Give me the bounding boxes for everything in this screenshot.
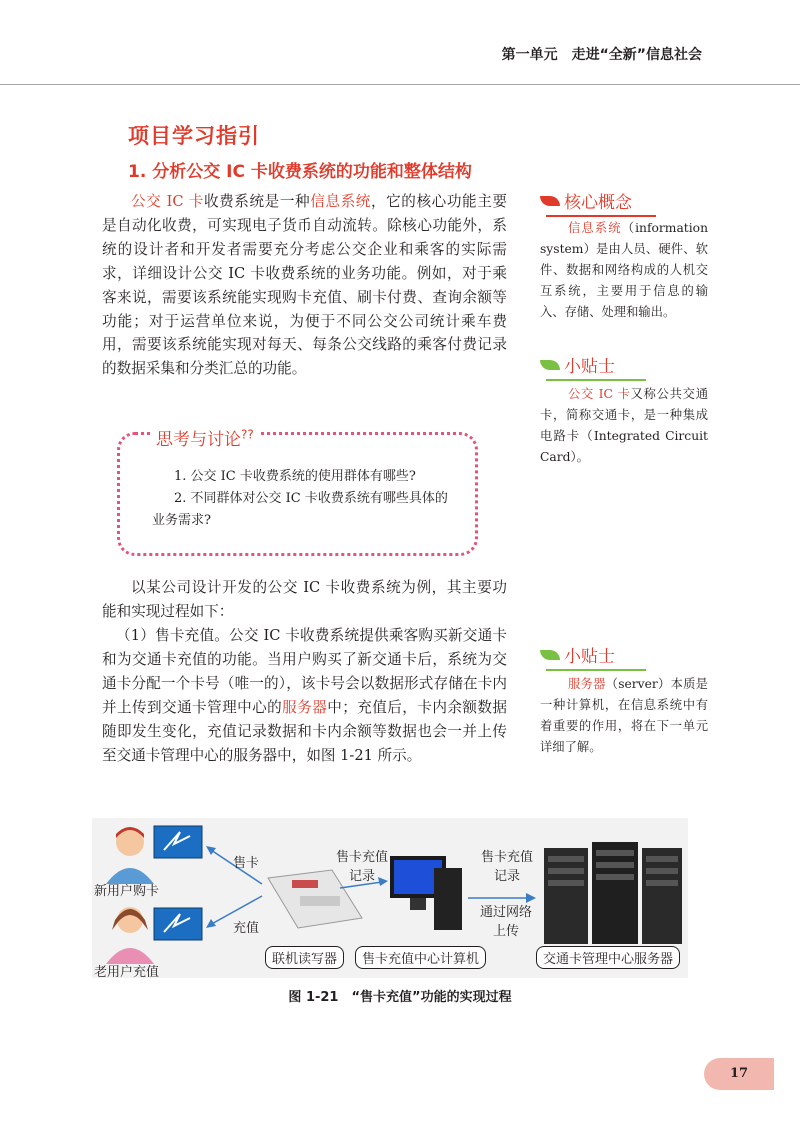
question-marks-icon: ?? (241, 427, 254, 442)
ic-card-icon-bottom (154, 908, 202, 940)
figure-caption: 图 1-21 “售卡充值”功能的实现过程 (288, 990, 512, 1005)
tip1-title: 小贴士 (564, 357, 615, 377)
label-sell-card: 售卡 (233, 856, 260, 871)
core-concept-text (540, 218, 708, 323)
ic-card-icon-top (154, 826, 202, 858)
discussion-question-2: 2. 不同群体对公交 IC 卡收费系统有哪些具体的业务需求? (152, 491, 448, 528)
tip2-title: 小贴士 (564, 647, 615, 667)
label-record-1-line2: 记录 (349, 869, 376, 884)
label-management-server: 交通卡管理中心服务器 (536, 946, 680, 969)
label-new-user: 新用户购卡 (94, 884, 160, 899)
label-record-1 (336, 846, 388, 884)
label-record-2-line1: 售卡充值 (481, 850, 534, 865)
discussion-title-text: 思考与讨论 (156, 430, 241, 450)
page-number: 17 (729, 1066, 749, 1081)
core-concept-box (540, 188, 710, 217)
discussion-title (150, 425, 260, 450)
example-paragraph: 以某公司设计开发的公交 IC 卡收费系统为例，其主要功能和实现过程如下： (102, 579, 507, 620)
core-concept-title: 核心概念 (564, 193, 632, 213)
para1-text1: 收费系统是一种 (203, 193, 311, 210)
tip2-underline (546, 669, 646, 671)
tip-box-2 (540, 642, 710, 671)
tip2-definition: （server）本质是一种计算机，在信息系统中有着重要的作用，将在下一单元详细了解。 (540, 677, 708, 754)
new-user-icon (106, 827, 154, 884)
label-old-user: 老用户充值 (94, 965, 160, 980)
label-network (480, 901, 532, 939)
para3-text2: 中；充值后，卡内余额数据随即发生变化，充值记录数据和卡内余额等数据也会一并上传至交通卡管理中心的服务器中，如图 1-21 所示。 (102, 698, 507, 764)
tip1-definition: 又称公共交通卡，简称交通卡，是一种集成电路卡（Integrated Circuit Card）。 (540, 387, 708, 464)
subsection-title: 1. 分析公交 IC 卡收费系统的功能和整体结构 (128, 162, 472, 182)
tip2-term: 服务器 (568, 677, 606, 691)
label-record-2 (481, 846, 533, 884)
tip1-text (540, 384, 708, 468)
computer-icon (390, 856, 462, 930)
label-network-line2: 上传 (493, 924, 520, 939)
para3-text1: （1）售卡充值。公交 IC 卡收费系统提供乘客购买新交通卡和为交通卡充值的功能。当用户购买了新交通卡后，系统为交通卡分配一个卡号（唯一的），该卡号会以数据形式存储在卡内并上传到交通卡管理中心的 (102, 627, 507, 716)
term-info-system: 信息系统 (310, 193, 371, 210)
running-header: 第一单元 走进“全新”信息社会 (501, 47, 702, 63)
page-number-tab (704, 1058, 774, 1090)
term-server: 服务器 (282, 698, 328, 716)
label-card-reader: 联机读写器 (265, 946, 344, 969)
intro-paragraph (102, 190, 507, 381)
label-center-computer: 售卡充值中心计算机 (355, 946, 486, 969)
discussion-question-1: 1. 公交 IC 卡收费系统的使用群体有哪些? (174, 469, 416, 484)
server-icon (544, 842, 682, 944)
para1-text2: ，它的核心功能主要是自动化收费，可实现电子货币自动流转。除核心功能外，系统的设计者和开发者需要充分考虑公交企业和乘客的实际需求，详细设计公交 IC 卡收费系统的业务功能。例如，对于乘客来说，需要该系统能实现购卡充值、刷卡付费、查询余额等功能；对于运营单位来说，为便于不同公交公司统计乘车费用，需要该系统能实现对每天、每条公交线路的乘客付费记录的数据采集和分类汇总的功能。 (102, 193, 507, 378)
core-concept-underline (546, 215, 656, 217)
term-ic-card: 公交 IC 卡 (131, 193, 204, 210)
section-title: 项目学习指引 (128, 124, 260, 148)
core-definition: （information system）是由人员、硬件、软件、数据和网络构成的人机交互系统，主要用于信息的输入、存储、处理和输出。 (540, 221, 708, 319)
leaf-icon (540, 360, 560, 370)
core-term: 信息系统 (568, 221, 622, 235)
label-record-1-line1: 售卡充值 (336, 850, 389, 865)
old-user-icon (106, 907, 154, 964)
tip-box-1 (540, 352, 710, 381)
header-divider (0, 84, 800, 85)
tip2-text (540, 674, 708, 758)
sell-recharge-paragraph (102, 624, 507, 767)
leaf-icon (540, 650, 560, 660)
tip1-underline (546, 379, 646, 381)
tip1-term: 公交 IC 卡 (568, 387, 631, 401)
label-recharge: 充值 (233, 921, 260, 936)
label-network-line1: 通过网络 (480, 905, 533, 920)
label-record-2-line2: 记录 (494, 869, 521, 884)
leaf-icon (540, 196, 560, 206)
